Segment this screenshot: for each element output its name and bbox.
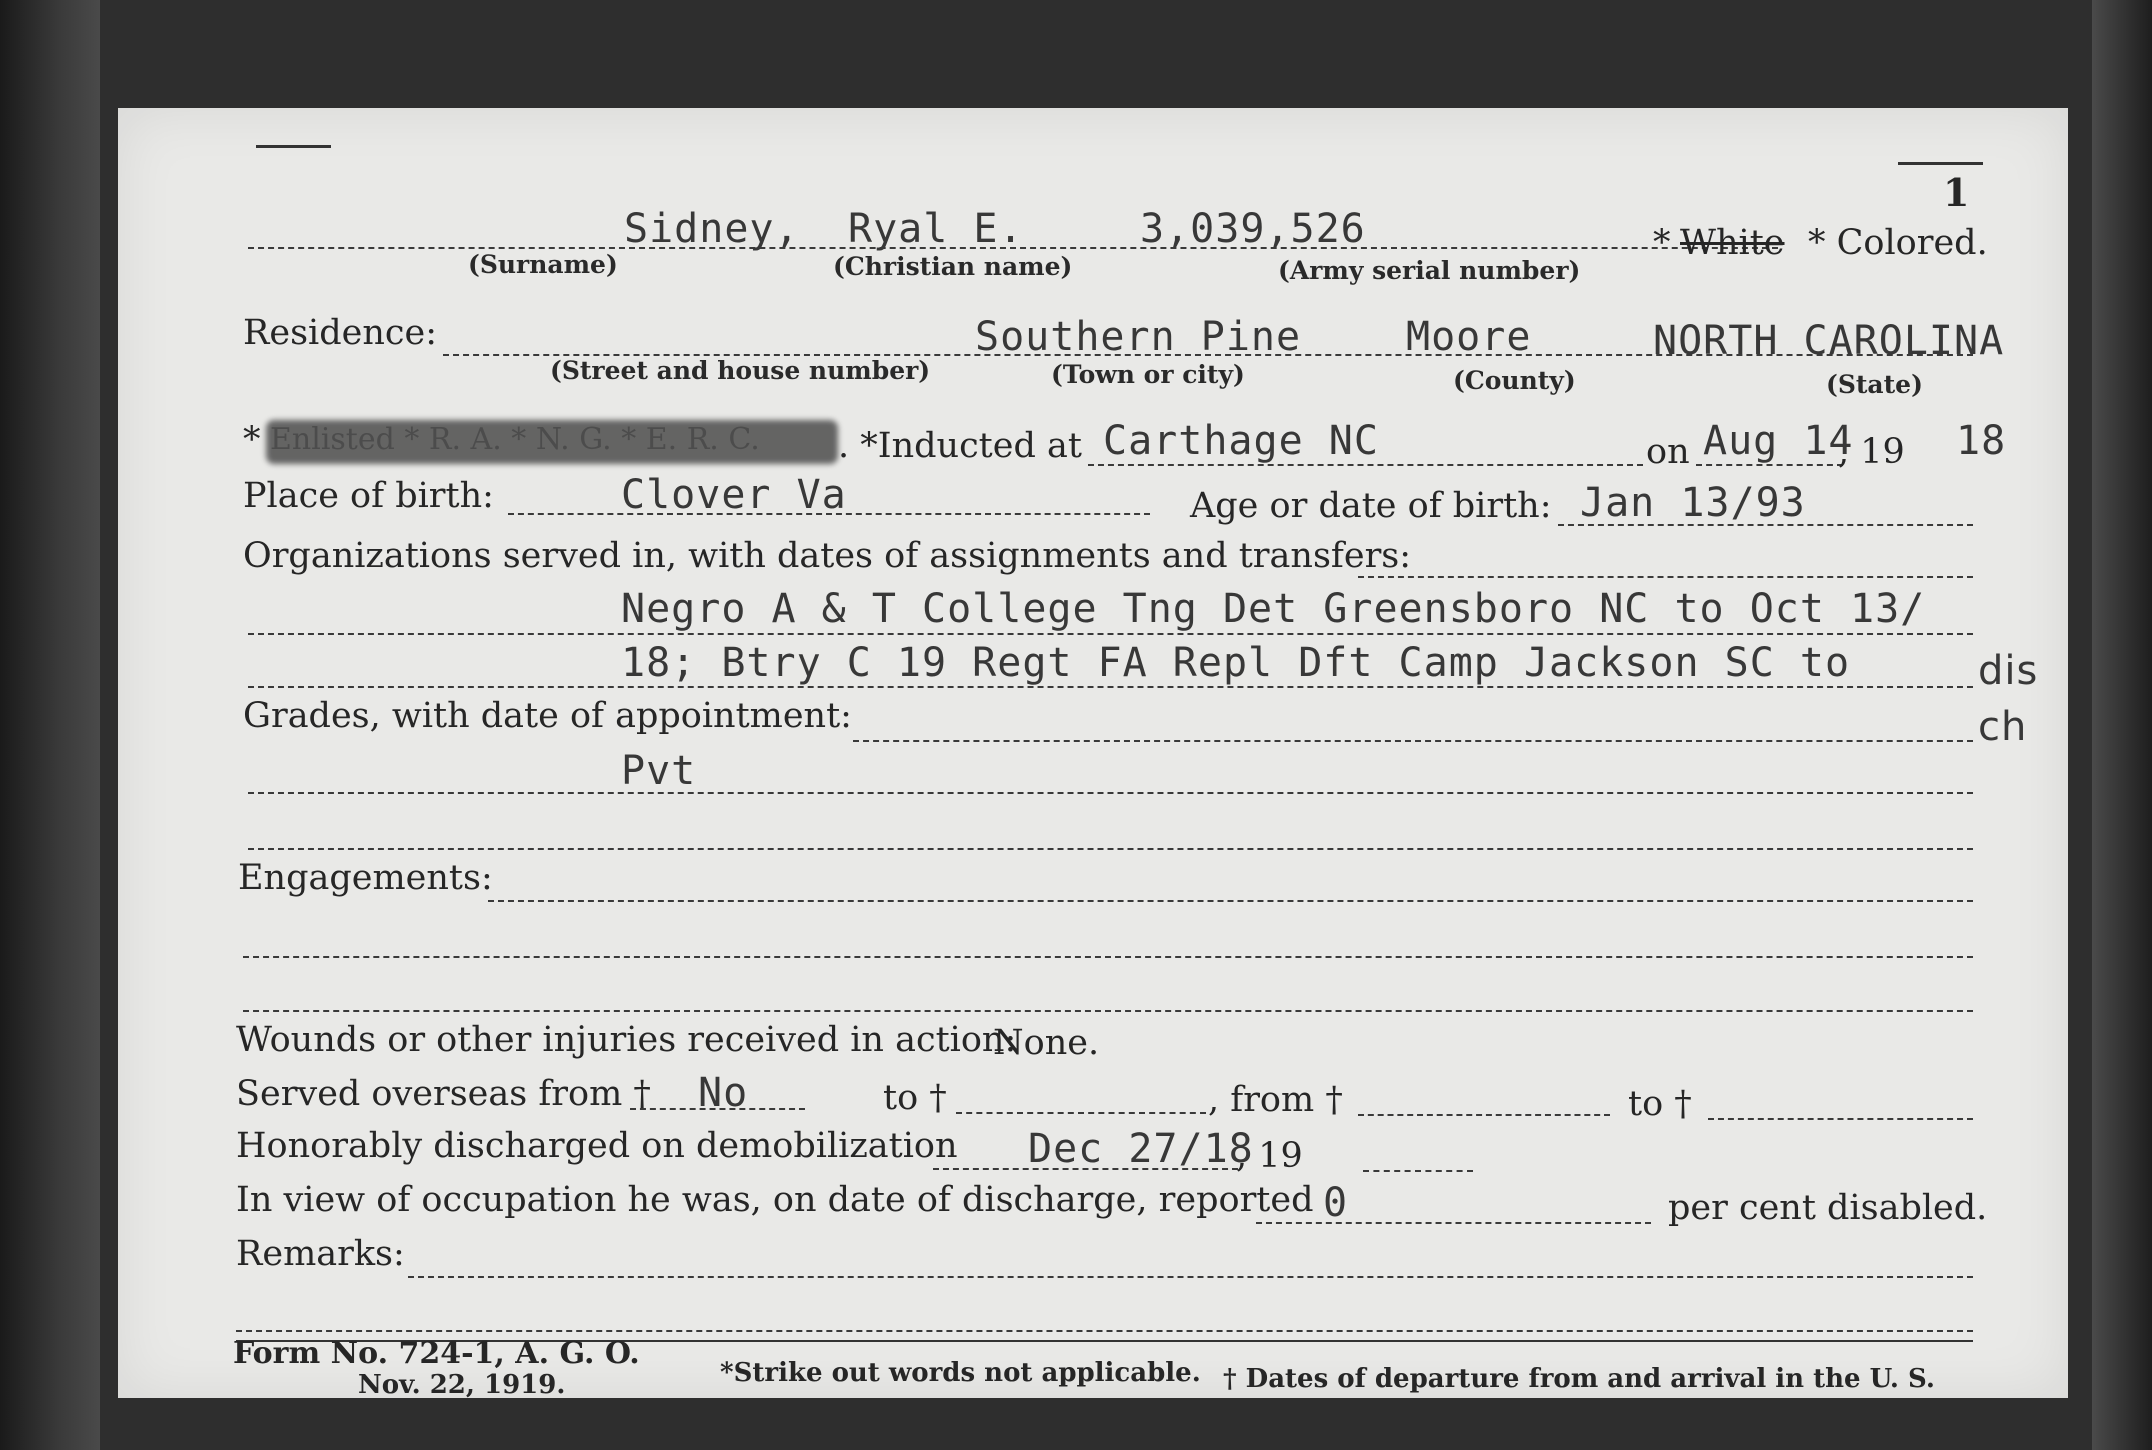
engagements-label: Engagements: xyxy=(238,858,493,898)
engagements-line-0 xyxy=(488,900,1973,902)
discharge-date-value: Dec 27/18 xyxy=(1028,1126,1254,1172)
inducted-line xyxy=(1088,464,1643,466)
inducted-year-prefix: , 19 xyxy=(1838,432,1905,472)
footnote-strike-out: *Strike out words not applicable. xyxy=(720,1358,1201,1388)
overseas-from-label-2: , from † xyxy=(1208,1080,1343,1120)
struck-enlistment-options: Enlisted * R. A. * N. G. * E. R. C. xyxy=(270,422,760,457)
serial-number-value: 3,039,526 xyxy=(1140,206,1366,252)
date-of-birth-value: Jan 13/93 xyxy=(1580,480,1806,526)
scan-edge-left xyxy=(0,0,100,1450)
page-number: 1 xyxy=(1943,170,1970,215)
inducted-year-value: 18 xyxy=(1956,418,2007,464)
overseas-value: No xyxy=(698,1070,749,1116)
overseas-to-label: to † xyxy=(883,1078,947,1118)
discharge-label: Honorably discharged on demobilization xyxy=(236,1126,958,1166)
disability-line xyxy=(1256,1222,1651,1224)
overseas-from-line-2 xyxy=(1358,1114,1610,1116)
state-caption: (State) xyxy=(1826,370,1923,399)
residence-label: Residence: xyxy=(243,313,437,353)
grade-value: Pvt xyxy=(621,748,697,794)
organizations-line-0 xyxy=(1358,576,1973,578)
engagements-line-2 xyxy=(243,1010,1973,1012)
remarks-line-1 xyxy=(236,1330,1973,1332)
inducted-date-line xyxy=(1696,464,1843,466)
scan-edge-right xyxy=(2092,0,2152,1450)
organizations-line-1 xyxy=(248,633,1973,635)
discharge-year-line xyxy=(1363,1170,1473,1172)
form-number: Form No. 724-1, A. G. O. xyxy=(233,1336,640,1371)
town-caption: (Town or city) xyxy=(1051,360,1245,389)
place-of-birth-label: Place of birth: xyxy=(243,476,494,516)
inducted-on-label: on xyxy=(1646,432,1690,472)
remarks-line-0 xyxy=(408,1276,1973,1278)
overseas-to-line xyxy=(956,1112,1206,1114)
place-of-birth-value: Clover Va xyxy=(621,472,847,518)
top-left-rule xyxy=(256,145,331,148)
grades-label: Grades, with date of appointment: xyxy=(243,696,852,736)
form-date: Nov. 22, 1919. xyxy=(358,1370,566,1400)
disability-suffix: per cent disabled. xyxy=(1668,1188,1988,1228)
wounds-label: Wounds or other injuries received in action: xyxy=(236,1020,1017,1060)
disability-value: 0 xyxy=(1323,1180,1349,1226)
overseas-label: Served overseas from † xyxy=(236,1074,651,1114)
grades-line-1 xyxy=(248,792,1973,794)
residence-town-value: Southern Pine xyxy=(975,314,1302,360)
street-caption: (Street and house number) xyxy=(550,356,931,385)
serial-number-caption: (Army serial number) xyxy=(1278,256,1581,285)
disability-label: In view of occupation he was, on date of discharge, reported xyxy=(236,1180,1314,1220)
inducted-label: . *Inducted at xyxy=(838,426,1082,466)
footnote-dates: † Dates of departure from and arrival in the U. S. xyxy=(1223,1364,1935,1394)
discharge-year-prefix: , 19 xyxy=(1236,1136,1303,1176)
surname-value: Sidney, xyxy=(624,206,800,252)
overseas-to-label-2: to † xyxy=(1628,1084,1692,1124)
remarks-label: Remarks: xyxy=(236,1234,405,1274)
organizations-overflow-1: dis xyxy=(1978,648,2039,694)
overseas-to-line-2 xyxy=(1708,1118,1973,1120)
grades-line-0 xyxy=(853,740,1973,742)
inducted-place-value: Carthage NC xyxy=(1103,418,1379,464)
engagements-line-1 xyxy=(243,956,1973,958)
organizations-entry-1: Negro A & T College Tng Det Greensboro NC to Oct 13/ xyxy=(621,586,1926,632)
county-caption: (County) xyxy=(1453,366,1576,395)
date-of-birth-label: Age or date of birth: xyxy=(1190,486,1552,526)
grades-line-2 xyxy=(248,848,1973,850)
christian-name-caption: (Christian name) xyxy=(833,252,1073,281)
wounds-value: None. xyxy=(993,1023,1100,1063)
surname-caption: (Surname) xyxy=(468,250,618,279)
race-white-struck: White xyxy=(1680,223,1785,263)
inducted-date-value: Aug 14 xyxy=(1703,418,1854,464)
christian-name-value: Ryal E. xyxy=(848,206,1024,252)
residence-state-value: NORTH CAROLINA xyxy=(1653,318,2005,364)
organizations-overflow-2: ch xyxy=(1978,704,2028,750)
organizations-entry-2: 18; Btry C 19 Regt FA Repl Dft Camp Jackson SC to xyxy=(621,640,1851,686)
enlisted-star: * xyxy=(243,420,261,460)
service-record-card xyxy=(118,108,2068,1398)
organizations-label: Organizations served in, with dates of assignments and transfers: xyxy=(243,536,1412,576)
race-star: * xyxy=(1653,223,1671,263)
organizations-line-2 xyxy=(248,686,1973,688)
residence-county-value: Moore xyxy=(1406,314,1532,360)
race-colored: * Colored. xyxy=(1808,223,1988,263)
top-right-rule xyxy=(1898,162,1983,165)
